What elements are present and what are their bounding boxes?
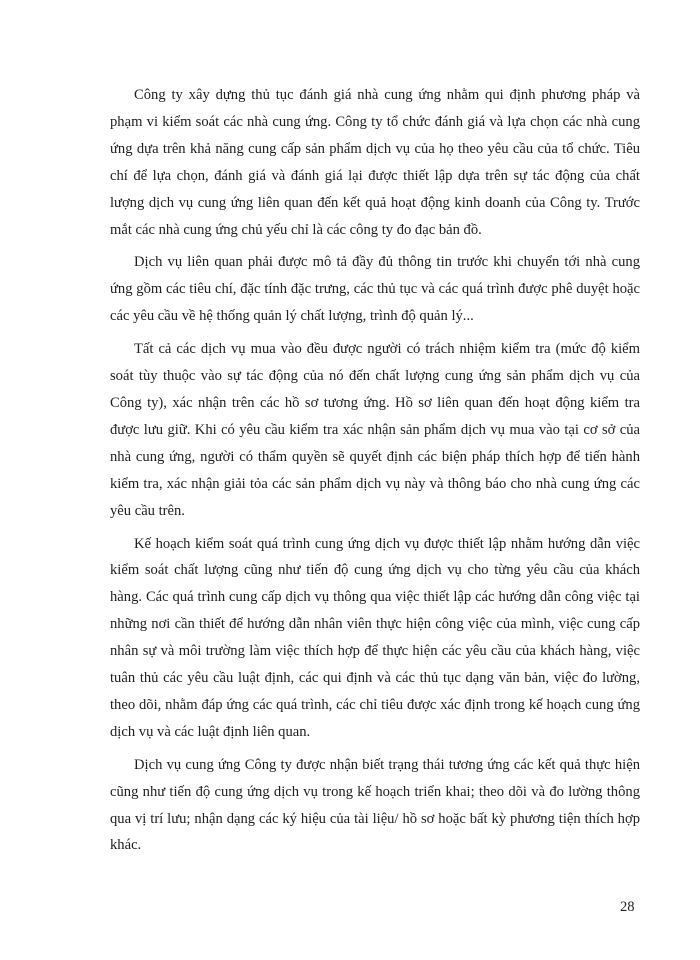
paragraph-supplier-evaluation: Công ty xây dựng thủ tục đánh giá nhà cung ứng nhằm qui định phương pháp và phạm vi kiểm soát các nhà cung ứng. Công ty tổ chức đánh giá và lựa chọn các nhà cung ứng dựa trên khả năng cung cấp sản phẩm dịch vụ của họ theo yêu cầu của tổ chức. Tiêu chí để lựa chọn, đánh giá và đánh giá lại được thiết lập dựa trên sự tác động của chất lượng dịch vụ cung ứng liên quan đến kết quả hoạt động kinh doanh của Công ty. Trước mắt các nhà cung ứng chủ yếu chỉ là các công ty đo đạc bản đồ. bbox=[110, 87, 640, 238]
paragraph-service-control-plan: Kế hoạch kiểm soát quá trình cung ứng dịch vụ được thiết lập nhằm hướng dẫn việc kiểm soát chất lượng cũng như tiến độ cung ứng dịch vụ cho từng yêu cầu của khách hàng. Các quá trình cung cấp dịch vụ thông qua việc thiết lập các hướng dẫn công việc tại những nơi cần thiết để hướng dẫn nhân viên thực hiện công việc của mình, việc cung cấp nhân sự và môi trường làm việc thích hợp để thực hiện các yêu cầu của khách hàng, việc tuân thủ các yêu cầu luật định, các qui định và các thủ tục dạng văn bản, việc đo lường, theo dõi, nhằm đáp ứng các quá trình, các chỉ tiêu được xác định trong kế hoạch cung ứng dịch vụ và các luật định liên quan. bbox=[110, 535, 640, 740]
body-text bbox=[110, 82, 640, 865]
paragraph-service-description: Dịch vụ liên quan phải được mô tả đầy đủ thông tin trước khi chuyển tới nhà cung ứng gồm các tiêu chí, đặc tính đặc trưng, các thủ tục và các quá trình được phê duyệt hoặc các yêu cầu về hệ thống quản lý chất lượng, trình độ quản lý... bbox=[110, 254, 640, 325]
paragraph-purchased-service-inspection: Tất cả các dịch vụ mua vào đều được người có trách nhiệm kiểm tra (mức độ kiểm soát tùy thuộc vào sự tác động của nó đến chất lượng cung ứng sản phẩm dịch vụ của Công ty), xác nhận trên các hồ sơ tương ứng. Hồ sơ liên quan đến hoạt động kiểm tra được lưu giữ. Khi có yêu cầu kiểm tra xác nhận sản phẩm dịch vụ mua vào tại cơ sở của nhà cung ứng, người có thẩm quyền sẽ quyết định các biện pháp thích hợp để tiến hành kiểm tra, xác nhận giải tỏa các sản phẩm dịch vụ này và thông báo cho nhà cung ứng các yêu cầu trên. bbox=[110, 341, 640, 519]
paragraph-service-identification: Dịch vụ cung ứng Công ty được nhận biết trạng thái tương ứng các kết quả thực hiện cũng như tiến độ cung ứng dịch vụ trong kế hoạch triển khai; theo dõi và đo lường thông qua vị trí lưu; nhận dạng các ký hiệu của tài liệu/ hồ sơ hoặc bất kỳ phương tiện thích hợp khác. bbox=[110, 756, 640, 854]
page-number: 28 bbox=[620, 899, 635, 915]
